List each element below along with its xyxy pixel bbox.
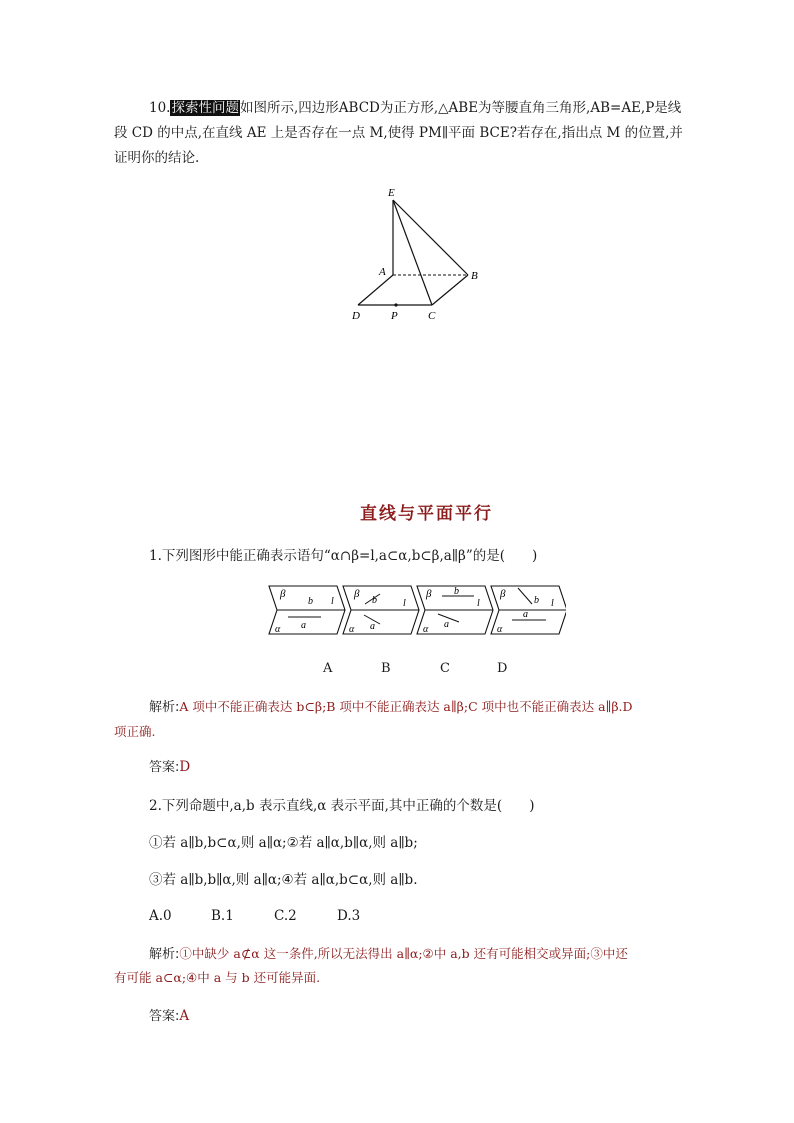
svg-text:l: l (477, 598, 480, 609)
q2-choice-c: C.2 (274, 908, 297, 924)
svg-text:α: α (349, 624, 355, 635)
svg-text:l: l (331, 596, 334, 607)
label-p: P (391, 310, 398, 322)
edge-cb (432, 275, 468, 305)
q1-panel-d (491, 586, 566, 635)
q2-choice-d: D.3 (337, 908, 361, 924)
q10-line1-text: 如图所示,四边形ABCD为正方形,△ABE为等腰直角三角形,AB=AE,P是线 (239, 100, 682, 116)
q1-analysis-line2: 项正确. (114, 724, 156, 739)
q10-line1 (149, 98, 681, 118)
svg-text:b: b (372, 595, 377, 606)
q10-pyramid-figure (340, 180, 500, 325)
q1-panel-c (417, 586, 493, 635)
edge-ad (358, 275, 393, 305)
q2-choice-b: B.1 (211, 908, 234, 924)
svg-text:β: β (500, 588, 506, 600)
edge-ec (393, 200, 432, 305)
svg-text:α: α (497, 624, 503, 635)
svg-text:b: b (454, 586, 459, 597)
svg-text:β: β (280, 588, 286, 600)
label-a: A (379, 266, 386, 278)
q2-answer (149, 1006, 189, 1027)
label-e: E (388, 187, 395, 199)
q2-answer-value: A (179, 1008, 190, 1024)
label-b: B (471, 270, 478, 282)
svg-text:β: β (426, 588, 432, 600)
q2-analysis-line2: 有可能 a⊂α;④中 a 与 b 还可能异面. (114, 970, 321, 985)
q1-panel-b (343, 586, 419, 635)
q2-choice-a: A.0 (149, 908, 172, 924)
q1-option-a: A (323, 661, 333, 676)
q1-option-b: B (381, 661, 391, 676)
q1-answer-label: 答案: (149, 760, 180, 775)
q10-tag: 探索性问题 (171, 100, 239, 116)
q1-option-d: D (497, 661, 508, 676)
svg-text:a: a (370, 621, 375, 632)
q1-answer (149, 757, 190, 778)
q10-line3: 证明你的结论. (114, 150, 200, 166)
svg-text:l: l (551, 598, 554, 609)
q1-analysis-line1 (149, 697, 633, 718)
svg-text:a: a (444, 619, 449, 630)
q10-line2: 段 CD 的中点,在直线 AE 上是否存在一点 M,使得 PM∥平面 BCE?若存在,指出点 M 的位置,并 (114, 125, 683, 141)
q2-answer-label: 答案: (149, 1009, 180, 1024)
label-d: D (352, 310, 360, 322)
q2-analysis-line1 (149, 944, 628, 965)
q2-line1: ①若 a∥b,b⊂α,则 a∥α;②若 a∥α,b∥α,则 a∥b; (149, 835, 418, 851)
q1-option-c: C (440, 661, 450, 676)
section-title: 直线与平面平行 (360, 504, 493, 524)
svg-text:β: β (354, 588, 360, 600)
svg-text:α: α (423, 624, 429, 635)
edge-eb (393, 200, 468, 275)
svg-text:a: a (301, 620, 306, 631)
q1-stem: 1.下列图形中能正确表示语句“α∩β=l,a⊂α,b⊂β,a∥β”的是( ) (149, 548, 538, 564)
q1-analysis-label: 解析: (149, 700, 180, 715)
q1-analysis-text: A 项中不能正确表达 b⊂β;B 项中不能正确表达 a∥β;C 项中也不能正确表达 a∥β.D (179, 699, 633, 714)
q2-stem: 2.下列命题中,a,b 表示直线,α 表示平面,其中正确的个数是( ) (149, 798, 535, 814)
q2-line2: ③若 a∥b,b∥α,则 a∥α;④若 a∥α,b⊂α,则 a∥b. (149, 872, 418, 888)
label-c: C (428, 310, 436, 322)
svg-text:l: l (403, 598, 406, 609)
q2-analysis-text: ①中缺少 a⊄α 这一条件,所以无法得出 a∥α;②中 a,b 还有可能相交或异面;③中还 (179, 946, 628, 961)
q1-answer-value: D (179, 759, 191, 775)
q1-panel-a (269, 586, 345, 635)
svg-text:α: α (275, 624, 281, 635)
q1-figures (266, 582, 566, 640)
q10-number: 10. (149, 100, 171, 116)
svg-text:a: a (523, 609, 528, 620)
svg-text:b: b (534, 595, 539, 606)
svg-text:b: b (308, 596, 313, 607)
q2-analysis-label: 解析: (149, 947, 180, 962)
point-p (394, 303, 397, 306)
